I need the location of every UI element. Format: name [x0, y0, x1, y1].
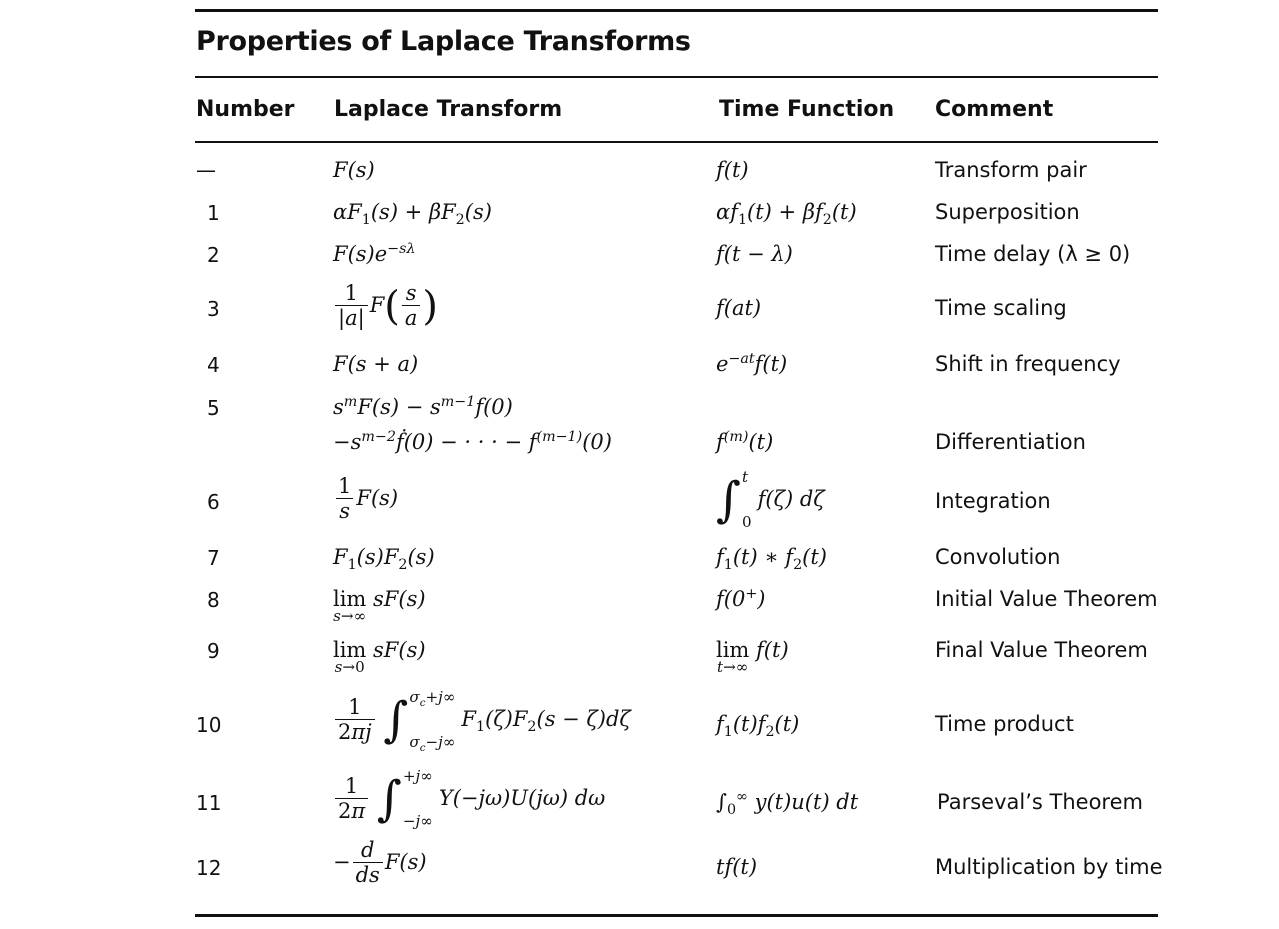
- comment-cell: Differentiation: [935, 430, 1086, 454]
- time-expression: $\alpha f_1(t) + \beta f_2(t)$: [716, 200, 857, 229]
- header-rule: [195, 141, 1158, 143]
- fraction: $\frac{1}{2\pi j}$: [335, 697, 375, 743]
- row-number: 12: [196, 856, 222, 880]
- laplace-expression: $s^mF(s) - s^{m-1}f(0)$: [333, 394, 513, 419]
- comment-cell: Time delay (λ ≥ 0): [935, 242, 1131, 266]
- laplace-cell: [333, 769, 605, 829]
- row-number: 11: [196, 791, 222, 815]
- row-number: 3: [207, 297, 220, 321]
- row-number: 4: [207, 353, 220, 377]
- table-title: Properties of Laplace Transforms: [196, 26, 691, 57]
- laplace-expression: $\frac{1}{2\pi}$ ∫ +j∞ −j∞ Y(−jω)U(jω) dω: [333, 786, 605, 810]
- time-cell: [716, 160, 749, 181]
- laplace-expression: $-s^{m-2}ḟ(0)$ − · · · − $f^{(m-1)}(0)$: [333, 429, 612, 454]
- comment-cell: Time product: [935, 712, 1074, 736]
- laplace-cell: [333, 688, 631, 754]
- fraction: $\frac{1}{2\pi}$: [335, 776, 368, 822]
- time-cell: [716, 351, 788, 376]
- row-number: 1: [207, 201, 220, 225]
- time-expression: lim t→∞ f(t): [716, 638, 789, 676]
- time-cell: [716, 857, 757, 878]
- laplace-expression: lim s→∞ sF(s): [333, 587, 426, 625]
- row-number: 6: [207, 490, 220, 514]
- fraction: $\frac{1}{s}$: [338, 474, 352, 523]
- time-cell: [716, 586, 766, 611]
- header-number: Number: [196, 97, 295, 122]
- bottom-rule: [195, 914, 1158, 917]
- laplace-expression: lim s→0 sF(s): [333, 638, 426, 676]
- comment-cell: Parseval’s Theorem: [937, 790, 1143, 814]
- time-cell: [716, 298, 761, 319]
- comment-cell: Transform pair: [935, 158, 1087, 182]
- title-rule: [195, 76, 1158, 78]
- laplace-cell: [333, 589, 426, 624]
- laplace-cell: [333, 476, 398, 522]
- limit: lim t→∞: [716, 638, 750, 676]
- integral-icon: ∫ $\sigma_c+j\infty$ $\sigma_c-j\infty$: [383, 688, 456, 754]
- integral-icon: ∫ t 0: [716, 468, 752, 531]
- laplace-cell: [333, 354, 418, 375]
- laplace-cell: [333, 200, 492, 229]
- laplace-expression: $\frac{1}{s}$ F(s): [333, 486, 398, 510]
- comment-cell: Superposition: [935, 200, 1080, 224]
- laplace-cell: [333, 840, 427, 886]
- comment-cell: Time scaling: [935, 296, 1067, 320]
- row-number: 8: [207, 588, 220, 612]
- comment-cell: Convolution: [935, 545, 1061, 569]
- laplace-cell: [333, 160, 375, 181]
- time-expression: $f_1(t)$ ∗ $f_2(t)$: [716, 545, 827, 574]
- row-number: 5: [207, 396, 220, 420]
- header-time-function: Time Function: [719, 97, 895, 122]
- top-rule: [195, 9, 1158, 12]
- time-cell: [716, 470, 825, 530]
- time-expression: f(t): [716, 158, 749, 182]
- laplace-expression: $F(s)e^{-s\lambda}$: [333, 241, 416, 266]
- laplace-expression: F(s + a): [333, 352, 419, 376]
- row-number: 7: [207, 546, 220, 570]
- laplace-expression: $\alpha F_1(s) + \beta F_2(s)$: [333, 200, 492, 229]
- laplace-expression: $\frac{1}{|a|}$ F( $\frac{s}{a}$ ): [333, 293, 438, 317]
- fraction: $\frac{d}{ds}$: [353, 840, 383, 886]
- limit: lim s→∞: [333, 587, 367, 625]
- laplace-cell-line2: [333, 429, 612, 454]
- row-number: 9: [207, 639, 220, 663]
- time-expression: f(t − λ): [716, 242, 793, 266]
- row-number: 10: [196, 713, 222, 737]
- time-expression: $e^{-at}f(t)$: [716, 351, 788, 376]
- time-expression: ∫ t 0 f(ζ) dζ: [716, 468, 825, 531]
- time-expression: $\int_0^\infty$ y(t)u(t) dt: [716, 789, 859, 819]
- time-expression: $f_1(t)f_2(t)$: [716, 712, 800, 741]
- laplace-expression: − $\frac{d}{ds}$ F(s): [333, 838, 427, 887]
- laplace-cell-line1: [333, 394, 513, 419]
- time-cell: [716, 244, 793, 265]
- comment-cell: Multiplication by time: [935, 855, 1163, 879]
- laplace-expression: $F_1(s)F_2(s)$: [333, 545, 435, 574]
- time-expression: tf(t): [716, 855, 758, 879]
- time-cell: [716, 712, 800, 741]
- limit: lim s→0: [333, 638, 367, 676]
- time-cell: [716, 429, 774, 454]
- row-number: —: [196, 158, 216, 182]
- header-comment: Comment: [935, 97, 1054, 122]
- comment-cell: Initial Value Theorem: [935, 587, 1158, 611]
- comment-cell: Shift in frequency: [935, 352, 1121, 376]
- time-expression: f(0+): [716, 586, 766, 611]
- laplace-cell: [333, 241, 416, 266]
- laplace-expression: F(s): [333, 158, 375, 182]
- laplace-cell: [333, 545, 435, 574]
- time-cell: [716, 200, 857, 229]
- laplace-cell: [333, 283, 438, 329]
- time-cell: [716, 789, 859, 819]
- time-cell: [716, 545, 827, 574]
- comment-cell: Final Value Theorem: [935, 638, 1148, 662]
- time-expression: $f^{(m)}(t)$: [716, 429, 774, 454]
- integral-icon: ∫ +j∞ −j∞: [376, 767, 433, 830]
- header-laplace-transform: Laplace Transform: [334, 97, 563, 122]
- row-number: 2: [207, 243, 220, 267]
- time-expression: f(at): [716, 296, 762, 320]
- laplace-cell: [333, 640, 426, 675]
- time-cell: [716, 640, 789, 675]
- comment-cell: Integration: [935, 489, 1051, 513]
- laplace-expression: $\frac{1}{2\pi j}$ ∫ $\sigma_c+j\infty$ $\sigma_c-j\infty$ $F_1(\zeta)F_2(s - \zeta)d\zeta$: [333, 707, 631, 731]
- fraction: $\frac{1}{|a|}$: [335, 283, 368, 329]
